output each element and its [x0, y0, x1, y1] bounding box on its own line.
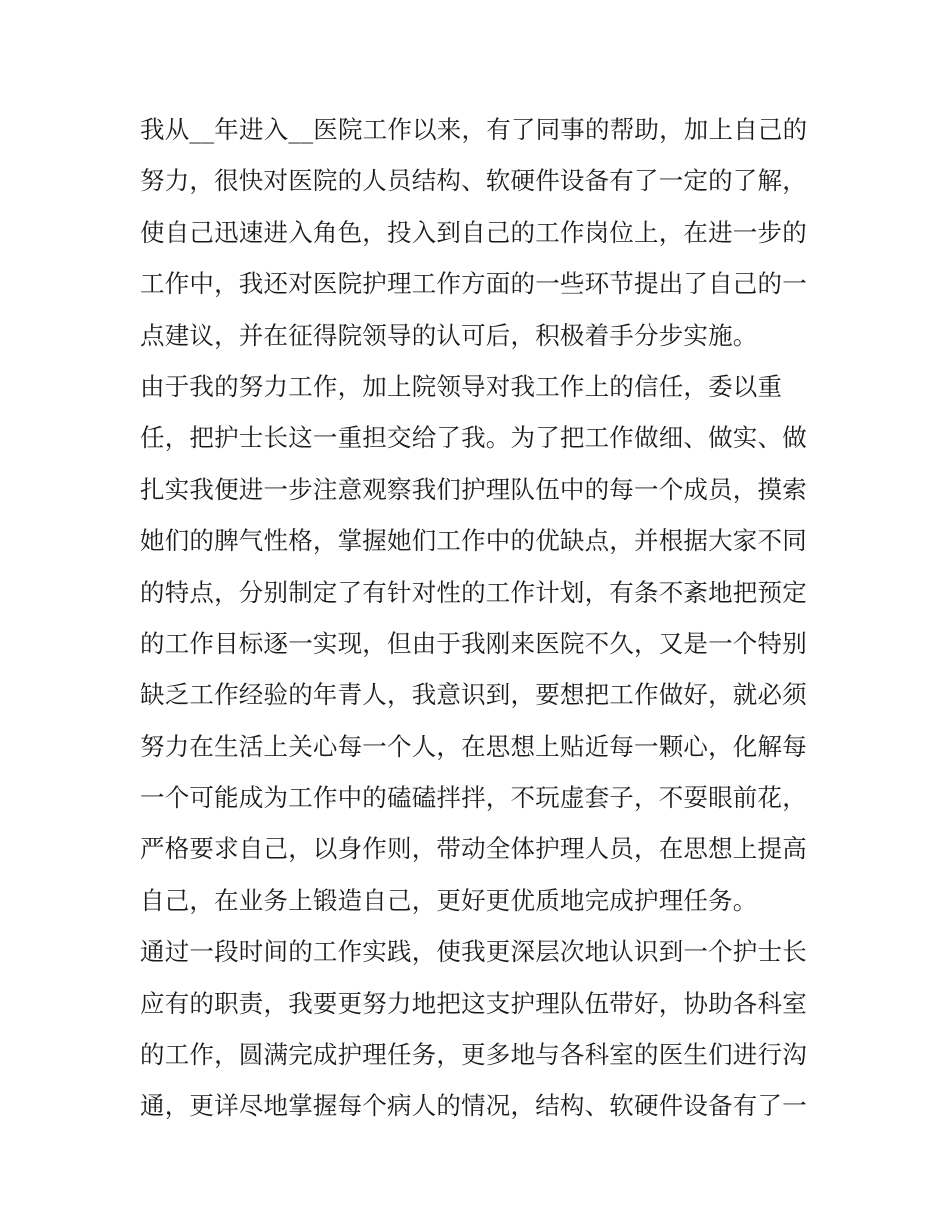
text-line: 努力在生活上关心每一个人，在思想上贴近每一颗心，化解每 [140, 731, 807, 761]
text-line: 的特点，分别制定了有针对性的工作计划，有条不紊地把预定 [140, 577, 807, 607]
text-line: 缺乏工作经验的年青人，我意识到，要想把工作做好，就必须 [140, 680, 807, 710]
text-line: 通，更详尽地掌握每个病人的情况，结构、软硬件设备有了一 [140, 1091, 807, 1121]
text-line: 工作中，我还对医院护理工作方面的一些环节提出了自己的一 [140, 269, 807, 299]
text-line: 任，把护士长这一重担交给了我。为了把工作做细、做实、做 [140, 423, 807, 453]
text-line: 应有的职责，我要更努力地把这支护理队伍带好，协助各科室 [140, 988, 807, 1018]
text-line: 点建议，并在征得院领导的认可后，积极着手分步实施。 [140, 320, 758, 350]
text-line: 她们的脾气性格，掌握她们工作中的优缺点，并根据大家不同 [140, 526, 807, 556]
text-line: 使自己迅速进入角色，投入到自己的工作岗位上，在进一步的 [140, 217, 807, 247]
body-text [140, 104, 820, 1132]
text-line: 自己，在业务上锻造自己，更好更优质地完成护理任务。 [140, 885, 758, 915]
text-line: 通过一段时间的工作实践，使我更深层次地认识到一个护士长 [140, 937, 807, 967]
text-line: 的工作目标逐一实现，但由于我刚来医院不久，又是一个特别 [140, 628, 807, 658]
text-line: 的工作，圆满完成护理任务，更多地与各科室的医生们进行沟 [140, 1040, 807, 1070]
text-line: 努力，很快对医院的人员结构、软硬件设备有了一定的了解， [140, 166, 807, 196]
text-line: 扎实我便进一步注意观察我们护理队伍中的每一个成员，摸索 [140, 474, 807, 504]
text-line: 由于我的努力工作，加上院领导对我工作上的信任，委以重 [140, 371, 783, 401]
text-line: 严格要求自己，以身作则，带动全体护理人员，在思想上提高 [140, 834, 807, 864]
text-line: 一个可能成为工作中的磕磕拌拌，不玩虚套子，不耍眼前花， [140, 783, 807, 813]
text-line: 我从__年进入__医院工作以来，有了同事的帮助，加上自己的 [140, 115, 808, 144]
